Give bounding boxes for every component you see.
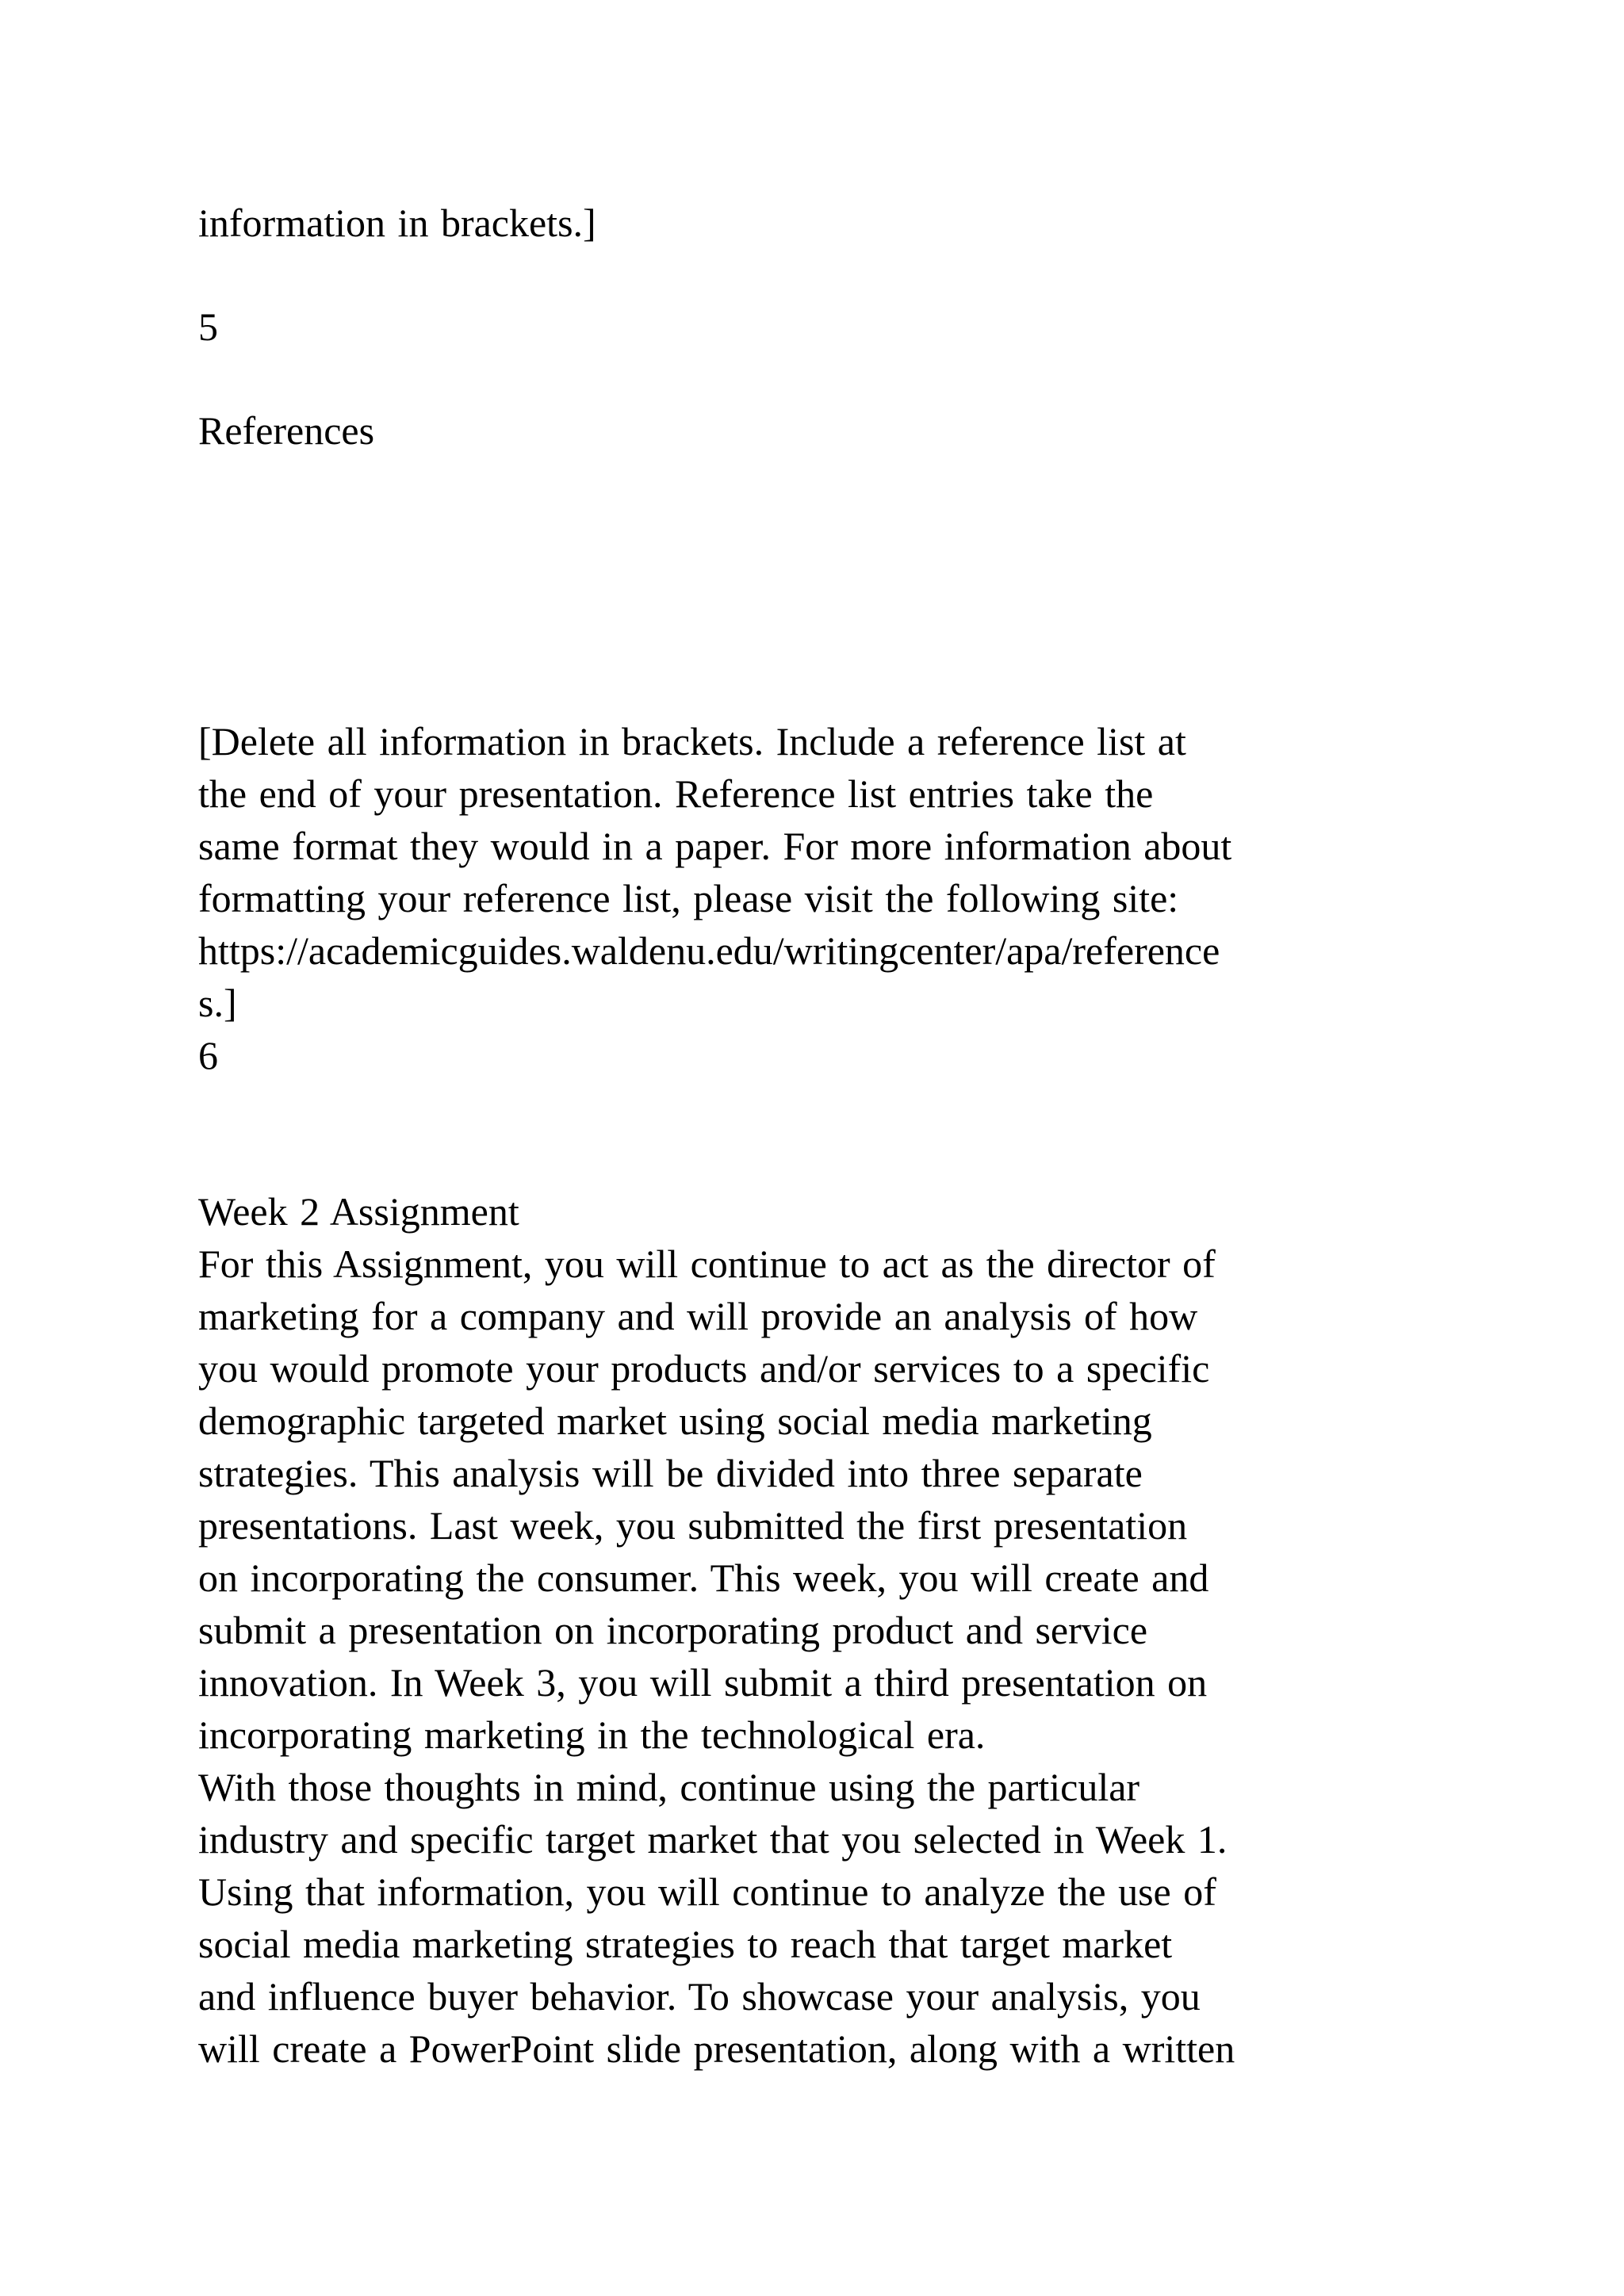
text-line: incorporating marketing in the technological era. xyxy=(198,1712,986,1757)
text-line: on incorporating the consumer. This week, you will create and xyxy=(198,1556,1209,1600)
text-line: industry and specific target market that you selected in Week 1. xyxy=(198,1817,1228,1862)
references-heading xyxy=(198,404,374,457)
reference-url-line: https://academicguides.waldenu.edu/writingcenter/apa/reference xyxy=(198,928,1220,973)
text-line: 6 xyxy=(198,1033,218,1077)
text-line: marketing for a company and will provide an analysis of how xyxy=(198,1294,1198,1338)
slide-number-6 xyxy=(198,1029,218,1081)
text-line: Using that information, you will continue to analyze the use of xyxy=(198,1869,1216,1914)
text-line: same format they would in a paper. For more information about xyxy=(198,824,1232,868)
text-line: s.] xyxy=(198,981,237,1025)
text-line: 5 xyxy=(198,304,218,349)
text-line: information in brackets.] xyxy=(198,201,596,245)
text-line: strategies. This analysis will be divided into three separate xyxy=(198,1451,1143,1495)
text-line: With those thoughts in mind, continue using the particular xyxy=(198,1765,1140,1809)
text-fragment-information-in-brackets xyxy=(198,197,596,249)
text-line: formatting your reference list, please visit the following site: xyxy=(198,876,1179,920)
text-line: social media marketing strategies to reach that target market xyxy=(198,1922,1173,1966)
text-line: presentations. Last week, you submitted the first presentation xyxy=(198,1503,1188,1548)
text-line: you would promote your products and/or services to a specific xyxy=(198,1346,1210,1391)
text-line: [Delete all information in brackets. Include a reference list at xyxy=(198,719,1186,763)
week-2-assignment-section xyxy=(198,1185,1235,2075)
text-line: innovation. In Week 3, you will submit a third presentation on xyxy=(198,1660,1208,1705)
references-instructions-paragraph xyxy=(198,715,1231,1029)
text-line: the end of your presentation. Reference list entries take the xyxy=(198,771,1154,816)
text-line: will create a PowerPoint slide presentation, along with a written xyxy=(198,2026,1235,2071)
text-line: References xyxy=(198,408,375,453)
text-line: and influence buyer behavior. To showcase your analysis, you xyxy=(198,1974,1201,2019)
text-line: submit a presentation on incorporating product and service xyxy=(198,1608,1148,1652)
assignment-title: Week 2 Assignment xyxy=(198,1189,519,1234)
text-line: demographic targeted market using social media marketing xyxy=(198,1399,1152,1443)
slide-number-5 xyxy=(198,300,218,353)
text-line: For this Assignment, you will continue to act as the director of xyxy=(198,1242,1216,1286)
